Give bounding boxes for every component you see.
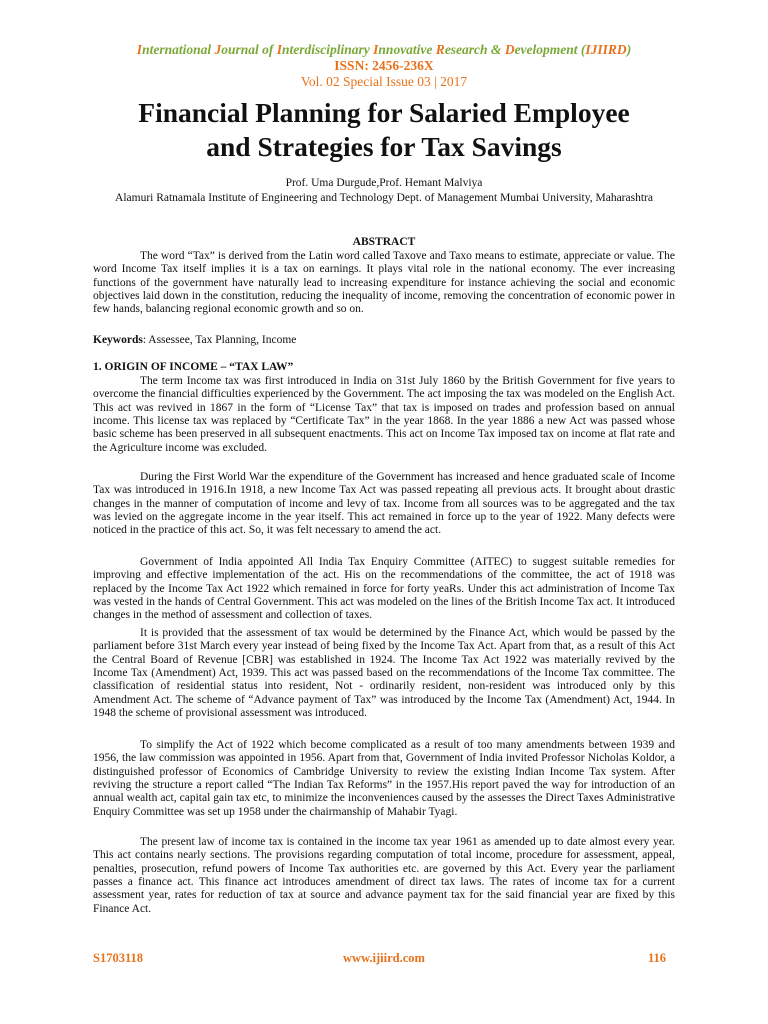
paper-title	[0, 96, 768, 164]
abstract-text: The word “Tax” is derived from the Latin word called Taxove and Taxo means to estimate, appreciate or value. The word Income Tax itself implies it is a tax on earnings. It plays vital role in the national economy. The ever increasing functions of the government have naturally lead to increasing expenditure for instance achieving the social and economic objectives laid down in the constitution, reducing the inequality of income, removing the concentration of economic power in few hands, balancing regional economic growth and so on.	[93, 250, 675, 316]
journal-word: nterdisciplinary	[282, 42, 374, 57]
section-heading: 1. ORIGIN OF INCOME – “TAX LAW”	[93, 361, 294, 373]
title-line: Financial Planning for Salaried Employee	[138, 97, 630, 128]
journal-word: nternational	[142, 42, 215, 57]
authors: Prof. Uma Durgude,Prof. Hemant Malviya	[285, 177, 483, 189]
journal-initial: R	[435, 42, 445, 57]
journal-initial: I	[373, 42, 379, 57]
journal-word: esearch &	[444, 42, 505, 57]
abstract-heading: ABSTRACT	[352, 236, 416, 248]
body-paragraph: The present law of income tax is contained in the income tax year 1961 as amended up to date almost every year. This act contains nearly sections. The provisions regarding computation of total income, procedure for assessment, appeal, penalties, prosecution, refund powers of Income Tax authorities etc. are governed by this Act. Every year the parliament passes a finance act. This finance act introduces amendment of direct tax laws. The rates of income tax for a current assessment year, rates for reduction of tax at source and advance payment tax for the said financial year are fixed by this Finance Act.	[93, 836, 675, 915]
footer-paper-id: S1703118	[93, 951, 144, 965]
journal-initial: I	[276, 42, 283, 57]
footer-url[interactable]: www.ijiird.com	[343, 951, 425, 965]
keywords-line	[93, 334, 675, 347]
body-paragraph: To simplify the Act of 1922 which become complicated as a result of too many amendments between 1939 and 1956, the law commission was appointed in 1956. Apart from that, Government of India invited Professor Nicholas Koldor, a distinguished professor of Economics of Cambridge University to review the existing Indian Income Tax system. After reviving the structure a report called “The Indian Tax Reforms” in the 1957.His report paved the way for introduction of an annual wealth act, capital gain tax etc, to minimize the inconveniences caused by the assesses the Direct Taxes Administrative Enquiry Committee was set up 1958 under the chairmanship of Mahabir Tyagi.	[93, 739, 675, 818]
keywords-label: Keywords	[93, 334, 143, 346]
body-paragraph: It is provided that the assessment of tax would be determined by the Finance Act, which would be passed by the parliament before 31st March every year instead of being fixed by the Income Tax Act. Apart from that, as a result of this Act the Central Board of Revenue [CBR] was established in 1924. The Income Tax Act 1922 was materially revived by the Income Tax (Amendment) Act, 1939. This act was passed based on the recommendations of the Income Tax committee. The classification of residential status into resident, Not - ordinarily resident, non-resident was introduced only by this Amendment Act. The scheme of “Advance payment of Tax” was introduced by the Income Tax (Amendment) Act, 1944. In 1948 the scheme of provisional assessment was introduced.	[93, 627, 675, 720]
issn-line: ISSN: 2456-236X	[334, 58, 434, 73]
title-line: and Strategies for Tax Savings	[206, 131, 562, 162]
journal-word: )	[626, 42, 632, 57]
keywords-text: : Assessee, Tax Planning, Income	[142, 334, 297, 346]
journal-word: evelopment (	[514, 42, 586, 57]
journal-word: nnovative	[378, 42, 436, 57]
footer-page-number: 116	[647, 951, 666, 965]
affiliation: Alamuri Ratnamala Institute of Engineering and Technology Dept. of Management Mumbai University, Maharashtra	[115, 192, 653, 204]
body-paragraph: Government of India appointed All India Tax Enquiry Committee (AITEC) to suggest suitable remedies for improving and effective implementation of the act. His on the recommendations of the committee, the act of 1918 was replaced by the Income Tax Act 1922 which remained in force for forty yeaRs. Under this act administration of Income Tax was vested in the hands of Central Government. This act was modeled on the lines of the British Income Tax act. It introduced changes in the method of assessment and collection of taxes.	[93, 556, 675, 622]
journal-acronym: IJIIRD	[585, 42, 627, 57]
journal-name	[0, 42, 768, 58]
journal-word: ournal of	[221, 42, 277, 57]
journal-initial: D	[504, 42, 515, 57]
body-paragraph: The term Income tax was first introduced in India on 31st July 1860 by the British Government for five years to overcome the financial difficulties experienced by the Government. The act imposing the tax was modeled on the English Act. This act was revived in 1867 in the form of “License Tax” that tax is imposed on trades and profession based on annual income. This license tax was replaced by “Certificate Tax” in the year 1868. In the year 1886 a new Act was passed whose basic scheme has been preserved in all subsequent enactments. This act on Income Tax imposed tax on income at flat rate and the Agriculture income was excluded.	[93, 375, 675, 454]
journal-initial: I	[136, 42, 143, 57]
body-paragraph: During the First World War the expenditure of the Government has increased and hence graduated scale of Income Tax was introduced in 1916.In 1918, a new Income Tax Act was passed repeating all previous acts. It brought about drastic changes in the manner of computation of income and levy of tax. Income from all sources was to be aggregated and the tax was levied on the aggregate income in the year itself. This act remained in force up to the year of 1922. Many defects were noticed in the practice of this act. So, it was felt necessary to amend the act.	[93, 471, 675, 537]
volume-line: Vol. 02 Special Issue 03 | 2017	[300, 74, 468, 89]
journal-initial: J	[214, 42, 222, 57]
